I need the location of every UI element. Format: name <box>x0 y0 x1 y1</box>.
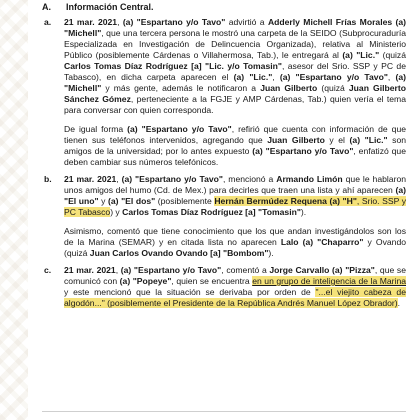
text-run: ) y <box>110 207 123 217</box>
text-run: (a) "Espartano y/o Tavo" <box>120 265 222 275</box>
text-run: y <box>98 196 109 206</box>
decorative-margin-pattern <box>0 0 28 420</box>
text-run: Juan Gilberto <box>267 135 325 145</box>
text-run: Carlos Tomas Díaz Rodríguez [a] "Lic. y/o Tomasin" <box>64 61 282 71</box>
text-run: , comentó a <box>221 265 270 275</box>
item-body <box>64 17 406 168</box>
text-run: Jorge Carvallo (a) "Pizza" <box>269 265 375 275</box>
text-run: advirtió a <box>225 17 268 27</box>
text-run: , asesor del Srio. SSP y PC de Tabasco), en dicha carpeta aparecen el <box>64 61 406 82</box>
text-run: (a) "Espartano y/o Tavo" <box>127 124 232 134</box>
paragraph <box>64 174 406 218</box>
text-run: ). <box>268 248 274 258</box>
text-run: , <box>387 72 396 82</box>
paragraph <box>64 17 406 116</box>
item-body <box>64 174 406 259</box>
item-letter: b. <box>44 174 52 184</box>
text-run: , que una tercera persona le mostró una carpeta de la SEIDO (Subprocuraduría Especializada en Investigación de Delincuencia Organizada), relativa al Ministerio Público (posiblemente Cárdenas o Villahermosa, Tab.), le entregará al <box>64 28 406 60</box>
text-run: (a) "Popeye" <box>119 276 172 286</box>
text-run: (a) "El dos" <box>108 196 156 206</box>
text-run: (a) "Michell" <box>64 72 407 93</box>
section-heading <box>42 2 406 13</box>
section-title: Información Central. <box>66 2 154 12</box>
text-run: 21 mar. 2021 <box>64 17 118 27</box>
text-run: Lalo (a) "Chaparro" <box>280 237 364 247</box>
text-run: en un grupo de inteligencia de la Marina <box>252 276 407 286</box>
text-run: (a) "El uno" <box>64 185 406 206</box>
item-letter: c. <box>44 265 52 275</box>
text-run: que le hablaron unos amigos del humo (Cd. de Mex.) para decirles que traen una lista y ahí aparecen <box>64 174 407 195</box>
text-run: (a) "Espartano y/o Tavo" <box>122 17 226 27</box>
text-run: y más gente, además le notificaron a <box>101 83 261 93</box>
text-run: (a) "Espartano y/o Tavo" <box>252 146 354 156</box>
text-run: , que se comunicó con <box>64 265 406 286</box>
text-run: , Srio. SSP y PC Tabasco <box>64 196 407 217</box>
text-run: (a) "Espartano y/o Tavo" <box>121 174 223 184</box>
text-run: , enfatizó que deben cambiar sus números telefónicos. <box>64 146 406 167</box>
text-run: , perteneciente a la FGJE y AMP Cárdenas, Tab.) quien vería el tema para conversar con quien corresponda. <box>64 94 406 115</box>
text-run: (quizá <box>379 50 407 60</box>
text-run: , <box>116 174 122 184</box>
text-run: son amigos de la universidad; por lo antes expuesto <box>64 135 407 156</box>
text-run: (a) "Espartano y/o Tavo" <box>279 72 388 82</box>
text-run: Juan Gilberto <box>260 83 318 93</box>
text-run: , <box>115 265 121 275</box>
text-run: ). <box>300 207 307 217</box>
text-run: , <box>117 17 123 27</box>
paragraph <box>64 265 406 309</box>
text-run: 21 mar. 2021 <box>64 174 117 184</box>
list-item-a <box>42 17 406 168</box>
text-run: 21 mar. 2021 <box>64 265 116 275</box>
page-divider <box>42 411 406 412</box>
list-item-b <box>42 174 406 259</box>
item-body <box>64 265 406 309</box>
text-run: (quizá <box>317 83 349 93</box>
text-run: . <box>397 298 401 308</box>
text-run: Carlos Tomas Díaz Rodríguez [a] "Tomasin" <box>122 207 301 217</box>
paragraph <box>64 124 406 168</box>
text-run: De igual forma <box>64 124 128 134</box>
text-run: y Ovando (quizá <box>64 237 407 258</box>
text-run: "...el viejito cabeza de algodón..." (posiblemente el Presidente de la República Andrés Manuel López Obrador) <box>64 287 406 308</box>
text-run: Armando Limón <box>276 174 343 184</box>
text-run: (a) "Lic." <box>349 135 388 145</box>
text-run: y el <box>324 135 350 145</box>
text-run: Juan Carlos Ovando Ovando [a] "Bombom" <box>89 248 269 258</box>
text-run: Hernán Bermúdez Requena (a) "H" <box>214 196 357 206</box>
text-run: Asimismo, comentó que tiene conocimiento que los que andan investigándolos son los de la Marina (SEMAR) y en citada lista no aparecen <box>64 226 406 247</box>
text-run: Adderly Michell Frías Morales (a) "Michell" <box>64 17 406 38</box>
section-letter: A. <box>42 2 51 12</box>
document-content <box>42 2 406 315</box>
text-run: (a) "Lic." <box>233 72 273 82</box>
text-run: , mencionó a <box>222 174 277 184</box>
item-letter: a. <box>44 17 52 27</box>
text-run: Juan Gilberto Sánchez Gómez <box>64 83 407 104</box>
text-run: y este mencionó que la situación se derivaba por orden de <box>64 287 316 297</box>
text-run: (posiblemente <box>155 196 215 206</box>
text-run: (a) "Lic." <box>342 50 380 60</box>
text-run: , refirió que cuenta con información de que tienen sus teléfonos intervenidos, agregando que <box>64 124 406 145</box>
text-run: , quien se encuentra <box>171 276 253 286</box>
list-item-c <box>42 265 406 309</box>
text-run: , <box>272 72 280 82</box>
paragraph <box>64 226 406 259</box>
